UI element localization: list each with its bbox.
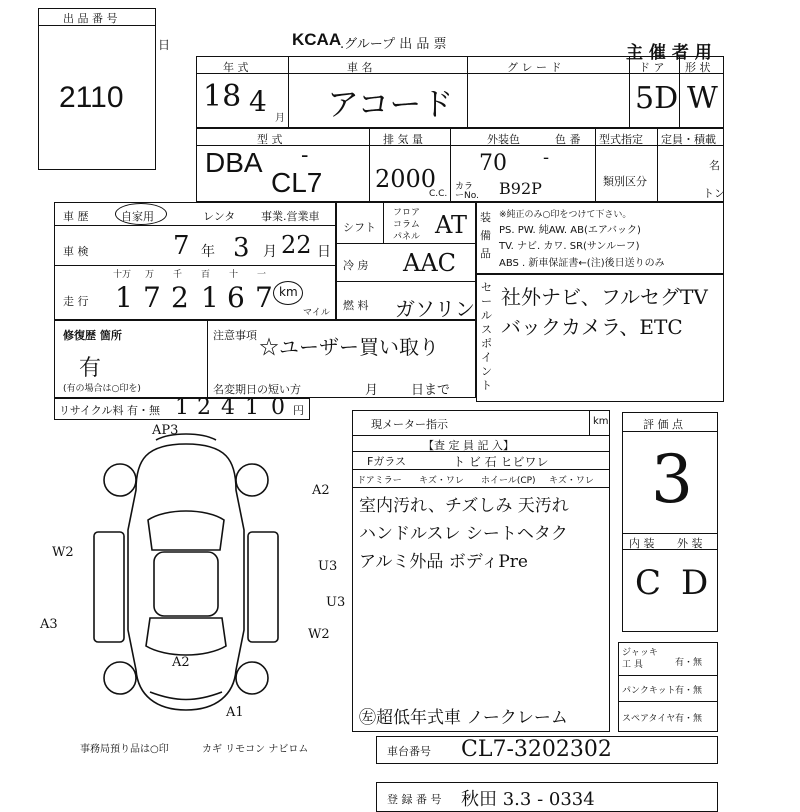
fuel-label: 燃 料 xyxy=(343,299,369,312)
inspector-footer: ㊧超低年式車 ノークレーム xyxy=(359,708,568,728)
car-windshield xyxy=(148,511,224,550)
equipment-line1: PS. PW. 純AW. AB(エアバック) xyxy=(499,225,641,236)
color-value: 70 xyxy=(479,151,507,176)
jack-label: ジャッキ工 具 xyxy=(622,648,658,670)
mark-right-front: A2 xyxy=(312,483,330,498)
mark-right-rear: U3 xyxy=(326,595,346,610)
caution-value: ☆ユーザー買い取り xyxy=(259,335,439,359)
mark-left-side: W2 xyxy=(52,545,74,560)
wheel-front-right xyxy=(236,464,268,496)
shift-opt-column: コラム xyxy=(393,220,420,230)
spare-yes-no: 有・無 xyxy=(675,714,703,724)
mark-right-rear-wheel: W2 xyxy=(308,627,330,642)
shape-label: 形 状 xyxy=(685,61,711,74)
inspection-day: 22 xyxy=(281,231,312,259)
fuel-value: ガソリン xyxy=(395,297,475,321)
mirror-options: キズ・ワレ xyxy=(419,476,464,486)
digit-label-1: 万 xyxy=(145,270,155,280)
registration-label: 登 録 番 号 xyxy=(387,793,442,806)
chassis-label: 車台番号 xyxy=(387,745,431,758)
month-unit: 月 xyxy=(275,113,285,124)
recycle-digit-3: 1 xyxy=(245,395,259,420)
rental-label: レンタ xyxy=(203,210,236,223)
month-value: 4 xyxy=(249,85,267,118)
mileage-digit-0: 1 xyxy=(115,281,133,314)
chassis-block xyxy=(376,736,718,764)
lot-day-suffix: 日 xyxy=(158,38,171,52)
interior-grade: C xyxy=(635,563,662,603)
form-title: .グループ 出 品 票 xyxy=(340,37,447,52)
ac-label: 冷 房 xyxy=(343,259,369,272)
wheel-rear-right xyxy=(236,662,268,694)
recycle-digit-2: 4 xyxy=(221,395,235,420)
rename-label: 名変期日の短い方 xyxy=(213,383,301,396)
recycle-digit-0: 1 xyxy=(175,395,189,420)
vehicle-row1 xyxy=(196,56,724,128)
cc-unit: C.C. xyxy=(429,189,448,199)
tools-block xyxy=(618,642,718,732)
grade-label: グ レ ー ド xyxy=(507,61,562,74)
lot-number-title: 出 品 番 号 xyxy=(63,12,118,25)
class-label: 類別区分 xyxy=(603,175,647,188)
car-diagram xyxy=(36,420,356,730)
repair-note: (有の場合は○印を) xyxy=(63,384,141,394)
car-body-outline xyxy=(128,444,244,710)
sales-point-block xyxy=(476,274,724,402)
exterior-grade: D xyxy=(681,563,709,603)
recycle-label: リサイクル料 有・無 xyxy=(59,404,160,417)
mile-unit: マイル xyxy=(303,308,330,318)
sales-line2: バックカメラ、ETC xyxy=(501,315,683,339)
lot-number-box xyxy=(38,8,156,170)
side-right-panel xyxy=(248,532,278,642)
inspection-month: 3 xyxy=(233,233,250,263)
color-no-label: 色 番 xyxy=(555,133,581,146)
displacement-label: 排 気 量 xyxy=(383,133,423,146)
mileage-digit-5: 7 xyxy=(255,281,273,314)
puncture-yes-no: 有・無 xyxy=(675,686,703,696)
digit-label-2: 千 xyxy=(173,270,183,280)
wheel-rear-left xyxy=(104,662,136,694)
inspection-label: 車 検 xyxy=(63,245,89,258)
business-label: 事業.営業車 xyxy=(261,210,320,223)
rename-month-unit: 月 xyxy=(365,383,379,398)
inspection-day-unit: 日 xyxy=(317,244,331,260)
equipment-line2: TV. ナビ. カワ. SR(サンルーフ) xyxy=(499,241,640,252)
inspection-year-unit: 年 xyxy=(201,244,215,260)
car-roof xyxy=(154,552,218,616)
exterior-label: 外 装 xyxy=(677,537,703,550)
mileage-digit-4: 6 xyxy=(227,281,245,314)
shift-opt-floor: フロア xyxy=(393,208,421,218)
inspector-note-1: 室内汚れ、チズしみ 天汚れ xyxy=(359,496,569,516)
equipment-note: ※純正のみ○印をつけて下さい。 xyxy=(499,210,632,220)
jack-yes-no: 有・無 xyxy=(675,658,703,668)
inspector-label: 【査 定 員 記 入】 xyxy=(423,439,514,452)
equipment-label: 装 備 品 xyxy=(480,211,491,260)
specs-block xyxy=(336,202,476,320)
km-unit-circle xyxy=(273,281,303,305)
glass-options: ト ビ 石 ヒビワレ xyxy=(453,455,549,469)
inspector-note-2: ハンドルスレ シートヘタク xyxy=(359,524,568,544)
rename-day-unit: 日まで xyxy=(411,383,451,398)
shift-label: シフト xyxy=(343,221,376,234)
repair-value: 有 xyxy=(79,356,102,381)
color-no-value: B92P xyxy=(499,179,542,198)
caution-label: 注意事項 xyxy=(213,329,257,342)
mileage-label: 走 行 xyxy=(63,295,89,308)
equipment-line3: ABS . 新車保証書←(注)後日送りのみ xyxy=(499,258,665,269)
ac-value: AAC xyxy=(403,249,457,277)
history-block xyxy=(54,202,336,320)
color-dash: - xyxy=(543,147,550,168)
repair-block xyxy=(54,320,476,398)
spare-label: スペアタイヤ xyxy=(622,714,676,724)
mileage-digit-3: 1 xyxy=(201,281,219,314)
model-label: 型 式 xyxy=(257,133,283,146)
displacement-value: 2000 xyxy=(375,165,437,193)
persons-unit: 名 xyxy=(709,159,720,172)
wheel-front-left xyxy=(104,464,136,496)
type-spec-label: 型式指定 xyxy=(599,133,643,146)
office-items: カギ リモコン ナビロム xyxy=(202,744,309,755)
meter-title: 現メーター指示 xyxy=(371,418,448,431)
office-note: 事務局預り品は○印 xyxy=(80,744,169,755)
mark-bottom: A1 xyxy=(226,705,244,720)
wheel-options: キズ・ワレ xyxy=(549,476,594,486)
tons-unit: トン xyxy=(703,187,725,200)
registration-block xyxy=(376,782,718,812)
vehicle-row2 xyxy=(196,128,724,202)
mark-left-rear: A3 xyxy=(40,617,58,632)
recycle-block xyxy=(54,395,310,420)
mileage-digit-2: 2 xyxy=(171,281,189,314)
mirror-label: ドアミラー xyxy=(357,476,402,486)
car-name-value: アコード xyxy=(327,85,454,123)
doors-value: 5D xyxy=(635,81,679,116)
shape-value: W xyxy=(687,81,718,116)
chassis-value: CL7-3202302 xyxy=(461,737,612,762)
car-name-label: 車 名 xyxy=(347,61,373,74)
organizer-label: 主 催 者 用 xyxy=(626,43,712,63)
digit-label-0: 十万 xyxy=(113,270,132,280)
mark-rear: A2 xyxy=(172,655,190,670)
digit-label-4: 十 xyxy=(229,270,239,280)
private-use-label: 自家用 xyxy=(121,210,154,223)
grade-label: 評 価 点 xyxy=(643,418,683,431)
color-no-sub-label: カラーNo. xyxy=(455,182,479,201)
year-value: 18 xyxy=(203,79,242,114)
color-label: 外装色 xyxy=(487,133,520,146)
model-prefix: DBA xyxy=(205,147,263,178)
glass-label: Fガラス xyxy=(367,455,406,468)
capacity-label: 定員・積載 xyxy=(661,133,716,146)
equipment-block xyxy=(476,202,724,274)
grade-score: 3 xyxy=(651,441,693,518)
sales-point-label: セールスポイント xyxy=(481,281,492,392)
wheel-label: ホイール(CP) xyxy=(481,476,536,486)
model-dash: - xyxy=(301,143,309,168)
recycle-digit-4: 0 xyxy=(271,395,285,420)
side-left-panel xyxy=(94,532,124,642)
brand-logo: KCAA xyxy=(292,30,342,49)
km-unit: km xyxy=(279,285,298,299)
meter-unit: km xyxy=(593,416,609,427)
shift-value: AT xyxy=(435,211,468,239)
lot-number-value: 2110 xyxy=(59,81,124,114)
inspection-year: 7 xyxy=(173,231,190,261)
inspector-block xyxy=(352,410,610,732)
recycle-unit: 円 xyxy=(293,404,304,417)
mark-right-side: U3 xyxy=(318,559,338,574)
mileage-digit-1: 7 xyxy=(143,281,161,314)
recycle-digit-1: 2 xyxy=(197,395,211,420)
mark-front: AP3 xyxy=(152,423,179,438)
interior-label: 内 装 xyxy=(629,537,655,550)
inspection-month-unit: 月 xyxy=(263,244,277,260)
car-rear-window xyxy=(146,618,226,655)
history-label: 車 歴 xyxy=(63,210,89,223)
repair-label: 修復歴 箇所 xyxy=(63,329,122,342)
registration-value: 秋田 3.3 - 0334 xyxy=(461,789,595,810)
shift-opt-panel: パネル xyxy=(393,232,421,242)
puncture-label: パンクキット xyxy=(622,686,676,696)
rear-bumper xyxy=(150,692,222,700)
digit-label-5: 一 xyxy=(257,270,267,280)
sales-line1: 社外ナビ、フルセグTV xyxy=(501,285,708,309)
model-value: CL7 xyxy=(271,167,323,198)
grade-block xyxy=(622,412,718,632)
digit-label-3: 百 xyxy=(201,270,211,280)
inspector-note-3: アルミ外品 ボディPre xyxy=(359,552,528,572)
private-use-circle xyxy=(115,203,167,225)
year-label: 年 式 xyxy=(223,61,249,74)
doors-label: ド ア xyxy=(639,61,665,74)
